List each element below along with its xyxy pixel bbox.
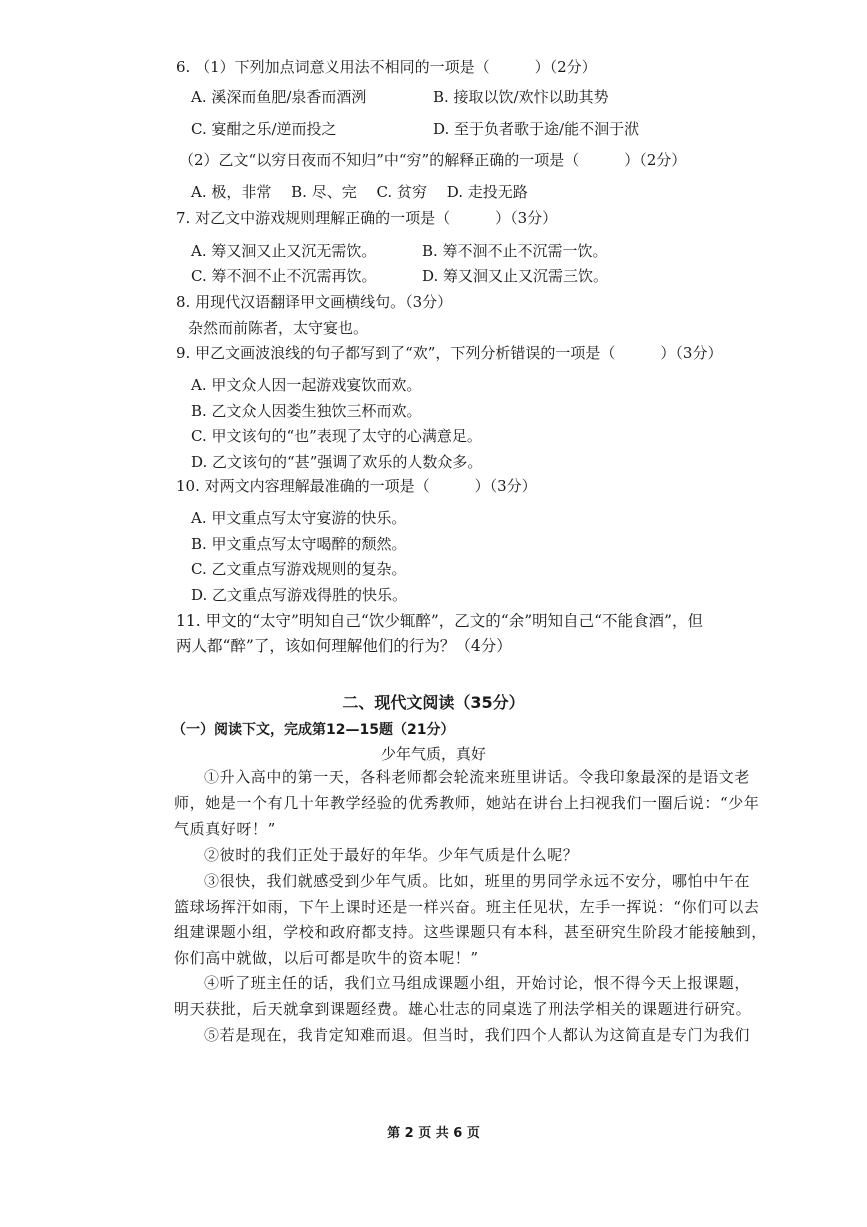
question-11-line-2: 两人都“醉”了，该如何理解他们的行为？（4分）: [176, 637, 512, 655]
article-paragraph-4-line-1: ④听了班主任的话，我们立马组成课题小组，开始讨论，恨不得今天上报课题，: [204, 974, 751, 992]
article-paragraph-3-line-2: 篮球场挥汗如雨，下午上课时还是一样兴奋。班主任见状，左手一挥说：“你们可以去: [174, 898, 760, 916]
q7-option-c: C. 筹不洄不止不沉需再饮。: [191, 267, 377, 285]
q10-option-a: A. 甲文重点写太守宴游的快乐。: [191, 509, 407, 527]
q6-2-options: A. 极，非常 B. 尽、完 C. 贫穷 D. 走投无路: [191, 183, 528, 201]
q7-option-a: A. 筹又洄又止又沉无需饮。: [191, 242, 377, 260]
question-6-1: 6. （1）下列加点词意义用法不相同的一项是（ ）（2分）: [176, 58, 597, 76]
article-paragraph-4-line-2: 明天获批，后天就拿到课题经费。雄心壮志的同桌选了刑法学相关的课题进行研究。: [174, 1000, 752, 1018]
q10-option-b: B. 甲文重点写太守喝醉的颓然。: [191, 535, 407, 553]
section-title: 二、现代文阅读（35分）: [342, 693, 525, 712]
q9-option-c: C. 甲文该句的“也”表现了太守的心满意足。: [191, 427, 482, 445]
q9-option-d: D. 乙文该句的“甚”强调了欢乐的人数众多。: [191, 453, 483, 471]
question-6-2: （2）乙文“以穷日夜而不知归”中“穷”的解释正确的一项是（ ）（2分）: [179, 151, 687, 169]
article-paragraph-3-line-1: ③很快，我们就感受到少年气质。比如，班里的男同学永远不安分，哪怕中午在: [204, 872, 751, 890]
article-paragraph-3-line-3: 组建课题小组，学校和政府都支持。这些课题只有本科，甚至研究生阶段才能接触到，: [174, 923, 767, 941]
q9-option-b: B. 乙文众人因娄生独饮三杯而欢。: [191, 402, 422, 420]
page-number-footer: 第 2 页 共 6 页: [387, 1126, 480, 1141]
article-paragraph-1-line-1: ①升入高中的第一天，各科老师都会轮流来班里讲话。令我印象最深的是语文老: [204, 768, 751, 786]
article-paragraph-2-line-1: ②彼时的我们正处于最好的年华。少年气质是什么呢？: [204, 846, 579, 864]
question-11-line-1: 11. 甲文的“太守”明知自己“饮少辄醉”，乙文的“余”明知自己“不能食酒”，但: [176, 612, 703, 630]
article-paragraph-5-line-1: ⑤若是现在，我肯定知难而退。但当时，我们四个人都认为这简直是专门为我们: [204, 1026, 751, 1044]
question-7: 7. 对乙文中游戏规则理解正确的一项是（ ）（3分）: [176, 209, 558, 227]
question-8: 8. 用现代汉语翻译甲文画横线句。（3分）: [176, 293, 453, 311]
q6-1-option-a: A. 溪深而鱼肥/泉香而酒洌: [191, 88, 367, 106]
q7-option-d: D. 筹又洄又止又沉需三饮。: [422, 267, 609, 285]
article-paragraph-1-line-3: 气质真好呀！”: [174, 820, 276, 838]
q10-option-c: C. 乙文重点写游戏规则的复杂。: [191, 560, 407, 578]
article-paragraph-3-line-4: 你们高中就做，以后可都是吹牛的资本呢！”: [174, 949, 479, 967]
article-paragraph-1-line-2: 师，她是一个有几十年教学经验的优秀教师，她站在讲台上扫视我们一圈后说：“少年: [174, 794, 760, 812]
section-subtitle: （一）阅读下文，完成第12—15题（21分）: [172, 722, 455, 738]
q6-1-option-d: D. 至于负者歌于途/能不洄于洑: [433, 120, 640, 138]
q8-sentence: 杂然而前陈者，太守宴也。: [188, 319, 369, 337]
q7-option-b: B. 筹不洄不止不沉需一饮。: [422, 242, 608, 260]
q6-1-option-b: B. 接取以饮/欢忭以助其势: [433, 88, 609, 106]
question-9: 9. 甲乙文画波浪线的句子都写到了“欢”，下列分析错误的一项是（ ）（3分）: [176, 344, 723, 362]
article-title: 少年气质，真好: [380, 745, 486, 763]
q9-option-a: A. 甲文众人因一起游戏宴饮而欢。: [191, 376, 422, 394]
question-10: 10. 对两文内容理解最准确的一项是（ ）（3分）: [176, 477, 537, 495]
q6-1-option-c: C. 宴酣之乐/逆而投之: [191, 120, 337, 138]
q10-option-d: D. 乙文重点写游戏得胜的快乐。: [191, 586, 408, 604]
